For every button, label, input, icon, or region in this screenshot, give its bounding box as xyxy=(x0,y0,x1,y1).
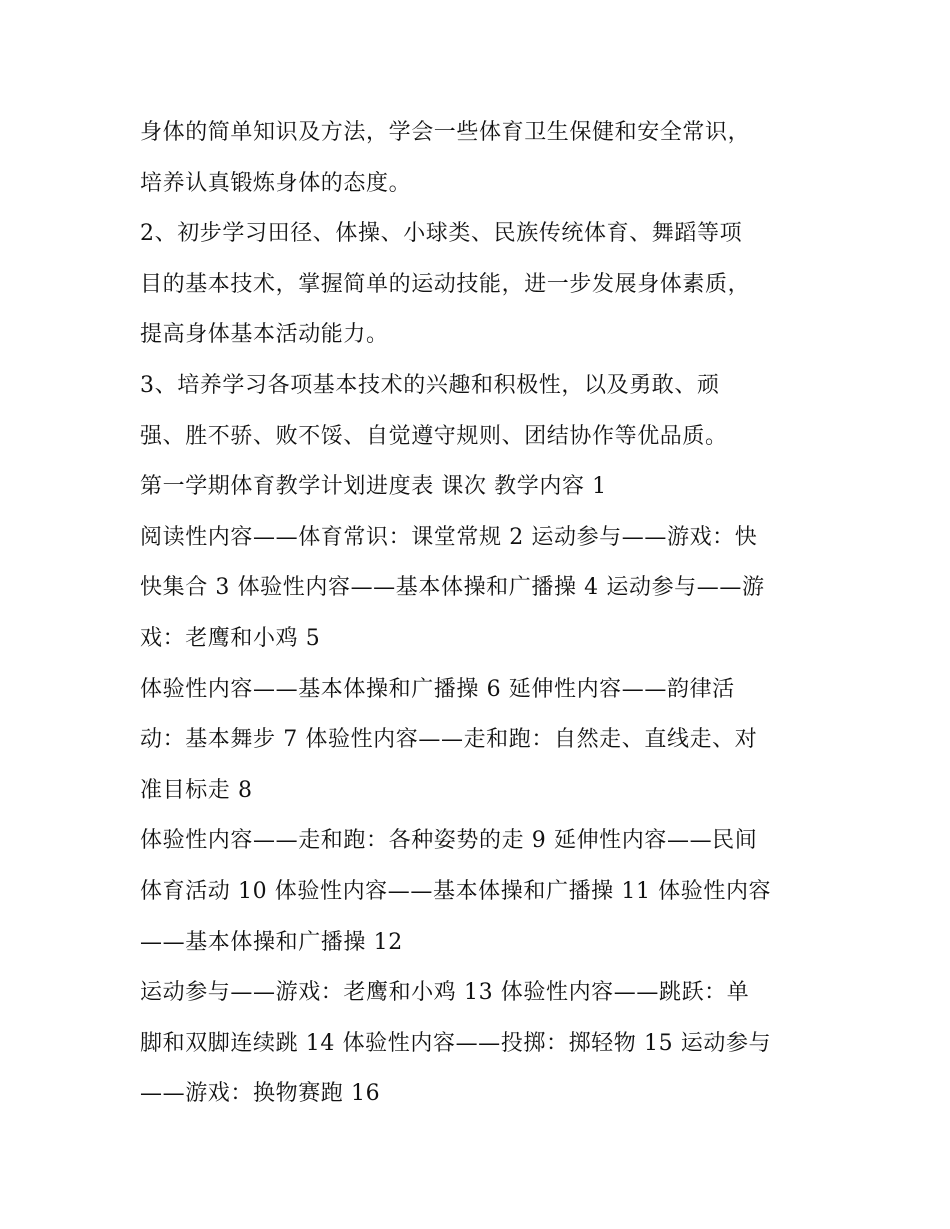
text-line-4: 目的基本技术，掌握简单的运动技能，进一步发展身体素质， xyxy=(140,271,751,297)
document-body xyxy=(140,108,820,1120)
text-line-9: 阅读性内容——体育常识：课堂常规 2 运动参与——游戏：快 xyxy=(140,524,758,550)
text-line-1: 身体的简单知识及方法，学会一些体育卫生保健和安全常识， xyxy=(140,120,751,145)
text-line-19: 脚和双脚连续跳 14 体验性内容——投掷：掷轻物 15 运动参与 xyxy=(140,1030,772,1056)
text-line-10: 快集合 3 体验性内容——基本体操和广播操 4 运动参与——游 xyxy=(140,575,765,601)
text-line-14: 准目标走 8 xyxy=(140,777,253,803)
text-line-2: 培养认真锻炼身体的态度。 xyxy=(140,170,412,196)
text-line-12: 体验性内容——基本体操和广播操 6 延伸性内容——韵律活 xyxy=(140,676,735,702)
text-line-3: 2、初步学习田径、体操、小球类、民族传统体育、舞蹈等项 xyxy=(140,221,743,247)
text-line-18: 运动参与——游戏：老鹰和小鸡 13 体验性内容——跳跃：单 xyxy=(140,980,750,1006)
text-line-16: 体育活动 10 体验性内容——基本体操和广播操 11 体验性内容 xyxy=(140,878,772,904)
text-line-20: ——游戏：换物赛跑 16 xyxy=(140,1081,381,1107)
text-line-8: 第一学期体育教学计划进度表 课次 教学内容 1 xyxy=(140,474,607,500)
text-line-11: 戏：老鹰和小鸡 5 xyxy=(140,625,321,651)
text-line-7: 强、胜不骄、败不馁、自觉遵守规则、团结协作等优品质。 xyxy=(140,423,728,449)
text-line-13: 动：基本舞步 7 体验性内容——走和跑：自然走、直线走、对 xyxy=(140,727,758,753)
text-line-6: 3、培养学习各项基本技术的兴趣和积极性，以及勇敢、顽 xyxy=(140,372,720,398)
text-line-15: 体验性内容——走和跑：各种姿势的走 9 延伸性内容——民间 xyxy=(140,828,758,854)
text-line-17: ——基本体操和广播操 12 xyxy=(140,929,403,955)
text-line-5: 提高身体基本活动能力。 xyxy=(140,322,389,348)
